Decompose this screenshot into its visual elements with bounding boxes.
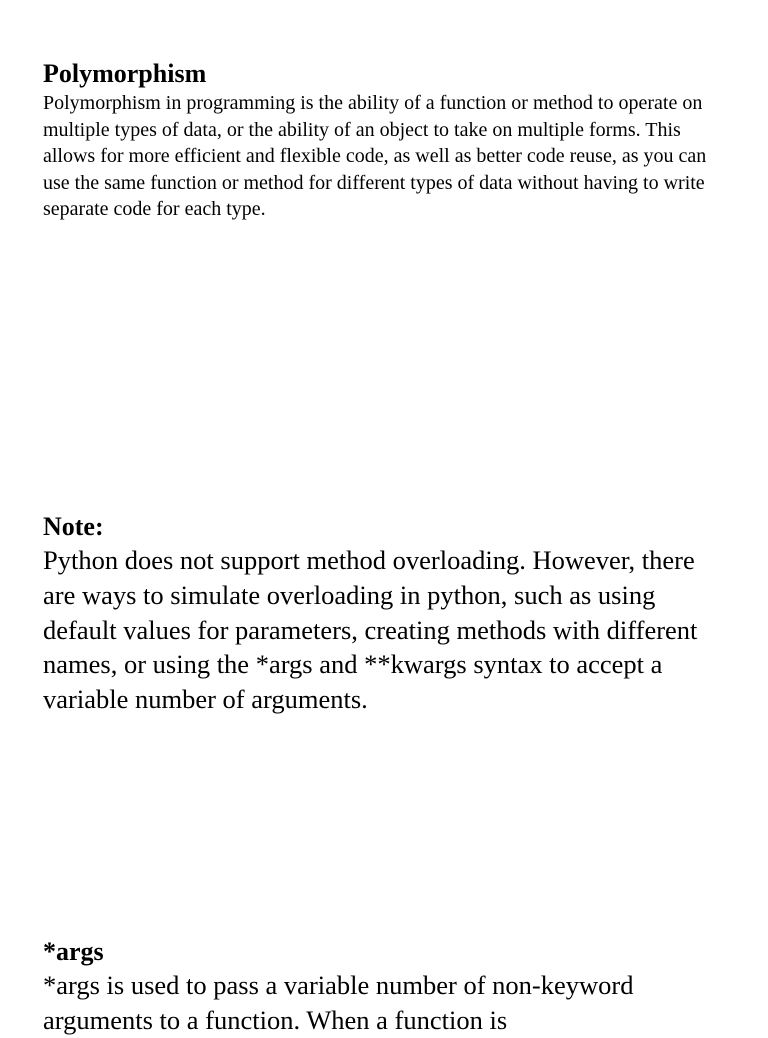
section-heading: *args [43, 937, 104, 966]
section-body: *args is used to pass a variable number of non-keyword arguments to a function. When a function is [43, 970, 634, 1035]
section-body: Polymorphism in programming is the ability of a function or method to operate on multiple types of data, or the ability of an object to take on multiple forms. This allows for more efficient and flexible code, as well as better code reuse, as you can use the same function or method for different types of data without having to write separate code for each type. [43, 92, 707, 221]
section-heading: Polymorphism [43, 59, 207, 88]
section-body: Python does not support method overloading. However, there are ways to simulate overloading in python, such as using default values for parameters, creating methods with different names, or using the *args and **kwargs syntax to accept a variable number of arguments. [43, 545, 698, 715]
section-heading: Note: [43, 512, 104, 541]
polymorphism-section [43, 58, 733, 223]
note-section [43, 511, 733, 717]
args-section [43, 936, 733, 1038]
